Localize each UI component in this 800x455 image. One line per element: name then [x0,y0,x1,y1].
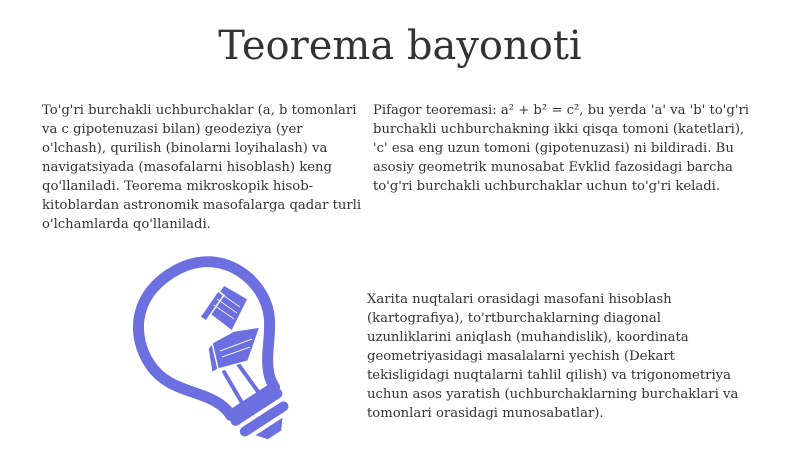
lightbulb-book-icon [120,251,320,451]
slide-title: Teorema bayonoti [218,23,582,69]
applications-paragraph: To'g'ri burchakli uchburchaklar (a, b tomonlari va c gipotenuzasi bilan) geodeziya (yer o'lchash), qurilish (binolarni loyihalash) va navigatsiyada (masofalarni hisoblash) keng qo'llaniladi. Teorema mikroskopik hisob-kitoblardan astronomik masofalarga qadar turli o'lchamlarda qo'llaniladi. [42,103,362,232]
usage-paragraph: Xarita nuqtalari orasidagi masofani hisoblash (kartografiya), to'rtburchaklarning diagonal uzunliklarini aniqlash (muhandislik), koordinata geometriyasidagi masalalarni yechish (Dekart tekisligidagi nuqtalarni tahlil qilish) va trigonometriya uchun asos yaratish (uchburchaklarning burchaklari va tomonlari orasidagi munosabatlar). [367,292,739,421]
theorem-statement-paragraph: Pifagor teoremasi: a² + b² = c², bu yerda 'a' va 'b' to'g'ri burchakli uchburchakning ikki qisqa tomoni (katetlari), 'c' esa eng uzun tomoni (gipotenuzasi) ni bildiradi. Bu asosiy geometrik munosabat Evklid fazosidagi barcha to'g'ri burchakli uchburchaklar uchun to'g'ri keladi. [373,103,749,194]
